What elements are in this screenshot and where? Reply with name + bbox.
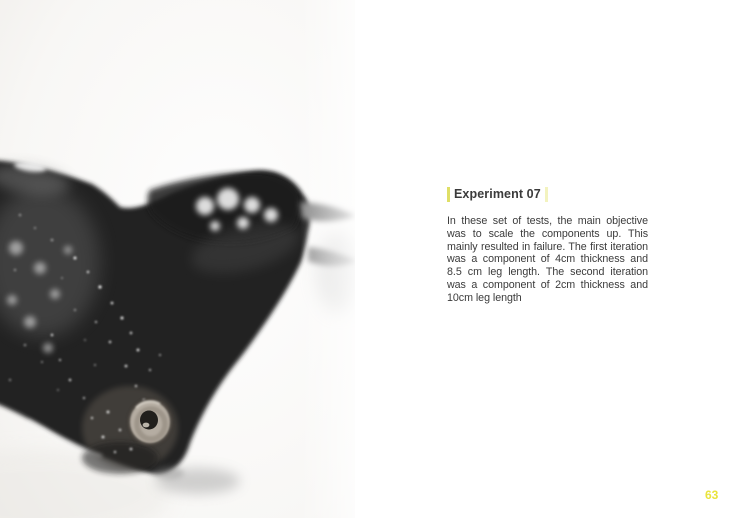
component-photo-illustration	[0, 0, 355, 518]
component-nozzle	[129, 400, 172, 445]
body-paragraph: In these set of tests, the main objective was to scale the components up. This mainly resulted in failure. The first iteration was a component of 4cm thickness and 8.5 cm leg length. The second iteration was a component of 2cm thickness and 10cm leg length	[447, 215, 648, 304]
text-column	[447, 186, 648, 305]
heading-accent-bar-left	[447, 187, 450, 202]
page-number: 63	[705, 488, 719, 502]
section-heading	[447, 186, 648, 202]
experiment-photo	[0, 0, 355, 518]
heading-accent-bar-right	[545, 187, 548, 202]
section-title: Experiment 07	[454, 187, 541, 201]
